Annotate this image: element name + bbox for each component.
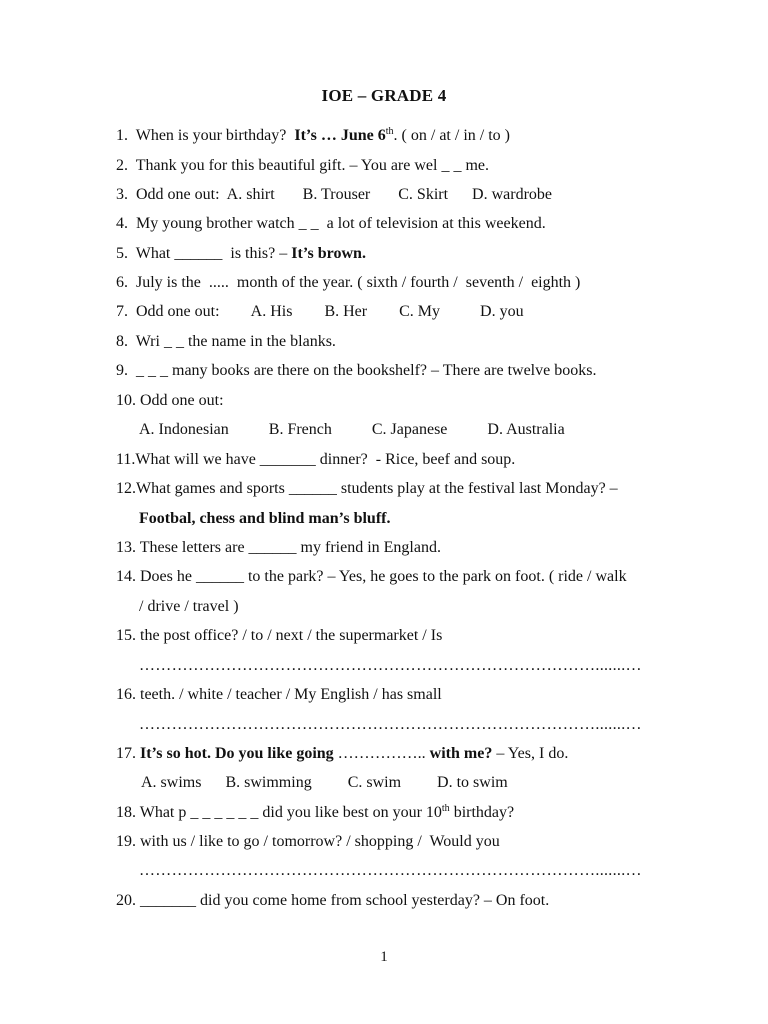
answer-dotted-line: ………………………………………………………………………….......… — [139, 862, 642, 879]
blank-dots: …………….. — [333, 745, 430, 762]
option-a: A. Indonesian — [139, 421, 229, 438]
option-a: A. shirt — [226, 186, 275, 203]
question-text: My young brother watch _ _ a lot of television at this weekend. — [136, 215, 546, 232]
answer-text: It’s … June 6 — [294, 127, 386, 144]
answer-dotted-line: ………………………………………………………………………….......… — [139, 657, 642, 674]
question-number: 7. — [116, 303, 128, 320]
question-number: 10. — [116, 392, 136, 409]
question-14-continuation: / drive / travel ) — [139, 598, 239, 615]
question-19 — [116, 832, 500, 852]
option-b: B. swimming — [225, 774, 312, 791]
question-text-end: birthday? — [449, 804, 515, 821]
answer-dotted-line: ………………………………………………………………………….......… — [139, 716, 642, 733]
question-8 — [116, 332, 336, 352]
question-text: _______ did you come home from school yesterday? – On foot. — [140, 892, 550, 909]
option-c: C. Japanese — [371, 421, 448, 438]
question-number: 12. — [116, 480, 136, 497]
option-b: B. French — [268, 421, 332, 438]
question-12 — [116, 479, 618, 499]
option-c: C. Skirt — [398, 186, 449, 203]
question-text-bold-end: with me? — [429, 745, 493, 762]
option-d: D. wardrobe — [472, 186, 553, 203]
question-label: Odd one out: — [136, 303, 220, 320]
question-text: What p _ _ _ _ _ _ did you like best on your 10 — [139, 804, 442, 821]
page-number: 1 — [380, 949, 388, 965]
question-text: _ _ _ many books are there on the bookshelf? – There are twelve books. — [136, 362, 597, 379]
question-text: Thank you for this beautiful gift. – You are wel _ _ me. — [135, 157, 489, 174]
question-4 — [116, 214, 546, 234]
question-text: What will we have _______ dinner? - Rice, beef and soup. — [135, 451, 516, 468]
superscript: th — [385, 126, 394, 137]
option-d: D. you — [480, 303, 524, 320]
question-text: with us / like to go / tomorrow? / shopping / Would you — [140, 833, 500, 850]
choices-text: ( on / at / in / to ) — [397, 127, 510, 144]
question-number: 11. — [116, 451, 136, 468]
option-c: C. swim — [347, 774, 402, 791]
question-2 — [116, 156, 489, 176]
question-5 — [116, 244, 366, 264]
question-10 — [116, 391, 224, 411]
question-10-options — [139, 420, 565, 440]
question-3 — [116, 185, 552, 205]
question-text: teeth. / white / teacher / My English / has small — [140, 686, 442, 703]
question-number: 15. — [116, 627, 136, 644]
question-text: Does he ______ to the park? – Yes, he goes to the park on foot. ( ride / walk — [140, 568, 627, 585]
question-text: the post office? / to / next / the supermarket / Is — [140, 627, 443, 644]
question-11 — [116, 450, 515, 470]
question-text: These letters are ______ my friend in England. — [139, 539, 441, 556]
question-label: Odd one out: — [136, 186, 220, 203]
question-17 — [116, 744, 568, 764]
question-6 — [116, 273, 580, 293]
answer-text: – Yes, I do. — [492, 745, 569, 762]
answer-text: It’s brown. — [291, 245, 366, 262]
question-number: 14. — [116, 568, 136, 585]
option-d: D. to swim — [437, 774, 508, 791]
option-a: A. His — [250, 303, 293, 320]
question-number: 6. — [116, 274, 128, 291]
question-number: 16. — [116, 686, 136, 703]
question-1 — [116, 126, 510, 146]
question-label: Odd one out: — [140, 392, 224, 409]
question-number: 19. — [116, 833, 136, 850]
question-text: July is the ..... month of the year. ( sixth / fourth / seventh / eighth ) — [136, 274, 581, 291]
superscript: th — [441, 803, 450, 814]
question-number: 1. — [116, 127, 128, 144]
question-text: What ______ is this? – — [135, 245, 292, 262]
question-20 — [116, 891, 549, 911]
question-number: 2. — [116, 157, 128, 174]
option-b: B. Trouser — [302, 186, 371, 203]
question-text: Wri _ _ the name in the blanks. — [135, 333, 336, 350]
question-number: 8. — [116, 333, 128, 350]
option-a: A. swims — [141, 774, 202, 791]
page-title: IOE – GRADE 4 — [321, 86, 447, 105]
question-18 — [116, 803, 514, 823]
question-9 — [116, 361, 596, 381]
question-number: 3. — [116, 186, 128, 203]
question-number: 17. — [116, 745, 136, 762]
question-text: When is your birthday? — [135, 127, 287, 144]
question-16 — [116, 685, 442, 705]
answer-punct: . — [393, 127, 398, 144]
question-number: 4. — [116, 215, 128, 232]
question-17-options — [141, 773, 508, 793]
question-number: 5. — [116, 245, 128, 262]
question-number: 20. — [116, 892, 136, 909]
option-b: B. Her — [324, 303, 368, 320]
question-14 — [116, 567, 627, 587]
question-number: 9. — [116, 362, 128, 379]
question-13 — [116, 538, 441, 558]
question-number: 13. — [116, 539, 136, 556]
question-7 — [116, 302, 524, 322]
question-text-bold: It’s so hot. Do you like going — [140, 745, 334, 762]
question-number: 18. — [116, 804, 136, 821]
question-12-answer: Footbal, chess and blind man’s bluff. — [139, 510, 391, 527]
question-15 — [116, 626, 442, 646]
option-c: C. My — [399, 303, 441, 320]
option-d: D. Australia — [487, 421, 565, 438]
question-text: What games and sports ______ students play at the festival last Monday? – — [136, 480, 618, 497]
